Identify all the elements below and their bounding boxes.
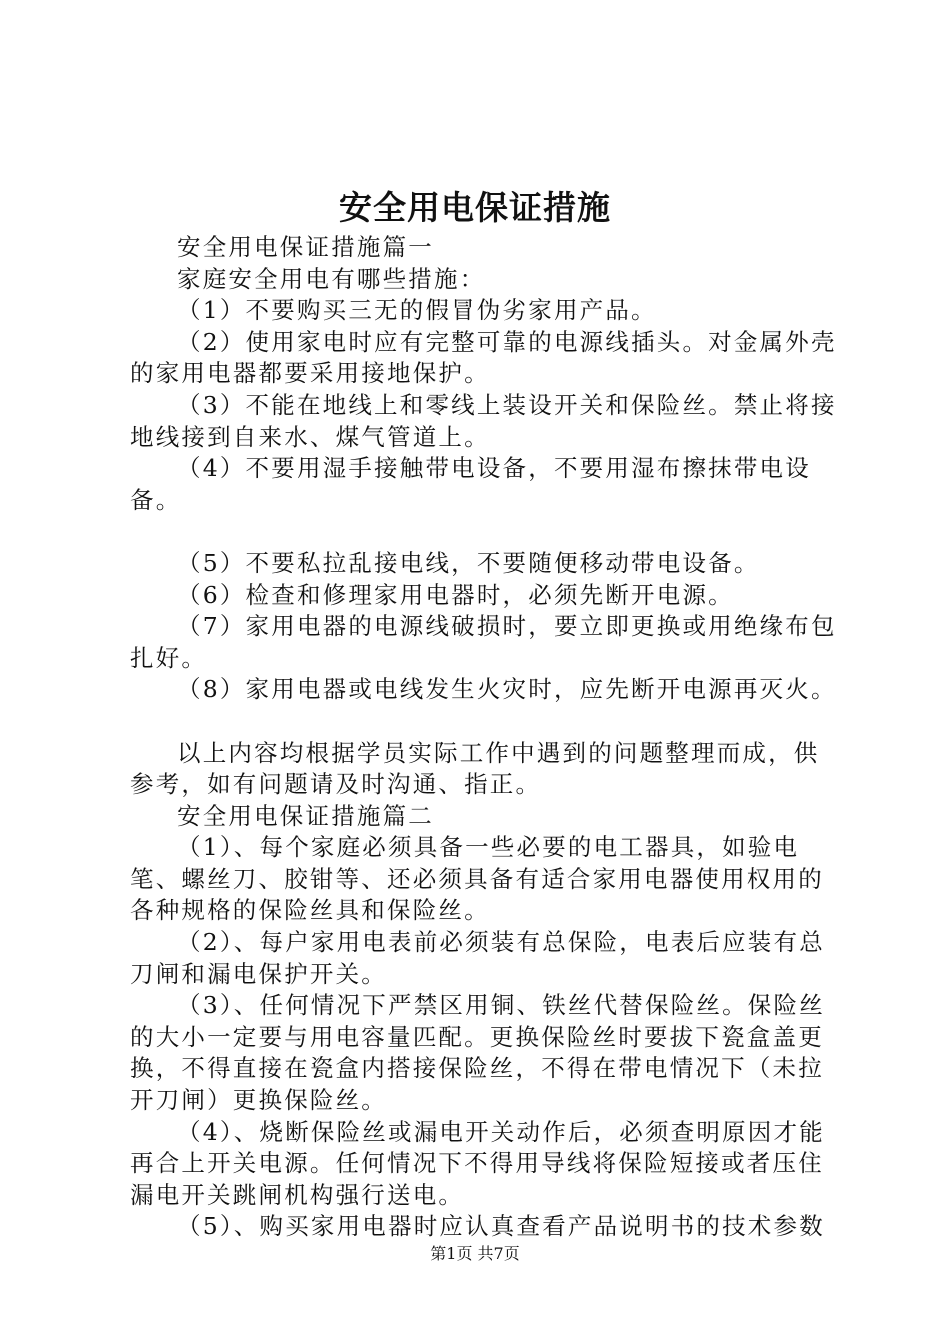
paragraph: （2）、每户家用电表前必须装有总保险，电表后应装有总刀闸和漏电保护开关。 [130, 928, 825, 988]
paragraph: （5）不要私拉乱接电线，不要随便移动带电设备。 [177, 548, 760, 577]
paragraph: （7）家用电器的电源线破损时，要立即更换或用绝缘布包扎好。 [130, 612, 837, 672]
paragraph: （4）不要用湿手接触带电设备，不要用湿布擦抹带电设备。 [130, 454, 811, 514]
paragraph: 以上内容均根据学员实际工作中遇到的问题整理而成，供参考，如有问题请及时沟通、指正。 [130, 738, 820, 799]
blank-line [130, 516, 842, 548]
paragraph: （1）不要购买三无的假冒伪劣家用产品。 [177, 296, 657, 325]
paragraph: （3）不能在地线上和零线上装设开关和保险丝。禁止将接地线接到自来水、煤气管道上。 [130, 390, 837, 451]
paragraph: 安全用电保证措施篇二 [177, 801, 434, 830]
paragraph: 安全用电保证措施篇一 [177, 233, 434, 261]
paragraph: （5）、购买家用电器时应认真查看产品说明书的技术参数 [177, 1212, 825, 1241]
document-title: 安全用电保证措施 [339, 188, 611, 227]
paragraph: （1）、每个家庭必须具备一些必要的电工器具，如验电笔、螺丝刀、胶钳等、还必须具备有适合家用电器使用权用的各种规格的保险丝具和保险丝。 [130, 833, 824, 925]
paragraph: （8）家用电器或电线发生火灾时，应先断开电源再灭火。 [177, 675, 837, 704]
paragraph: （4）、烧断保险丝或漏电开关动作后，必须查明原因才能再合上开关电源。任何情况下不得用导线将保险短接或者压住漏电开关跳闸机构强行送电。 [130, 1117, 825, 1209]
blank-line [130, 706, 842, 738]
paragraph: 家庭安全用电有哪些措施： [177, 264, 486, 293]
paragraph: （2）使用家电时应有完整可靠的电源线插头。对金属外壳的家用电器都要采用接地保护。 [130, 327, 837, 388]
page-footer: 第1页 共7页 [430, 1244, 520, 1263]
document-body [130, 232, 842, 1243]
paragraph: （6）检查和修理家用电器时，必须先断开电源。 [177, 580, 734, 609]
paragraph: （3）、任何情况下严禁区用铜、铁丝代替保险丝。保险丝的大小一定要与用电容量匹配。更换保险丝时要拔下瓷盒盖更换，不得直接在瓷盒内搭接保险丝，不得在带电情况下（未拉开刀闸）更换保险丝。 [130, 991, 825, 1115]
